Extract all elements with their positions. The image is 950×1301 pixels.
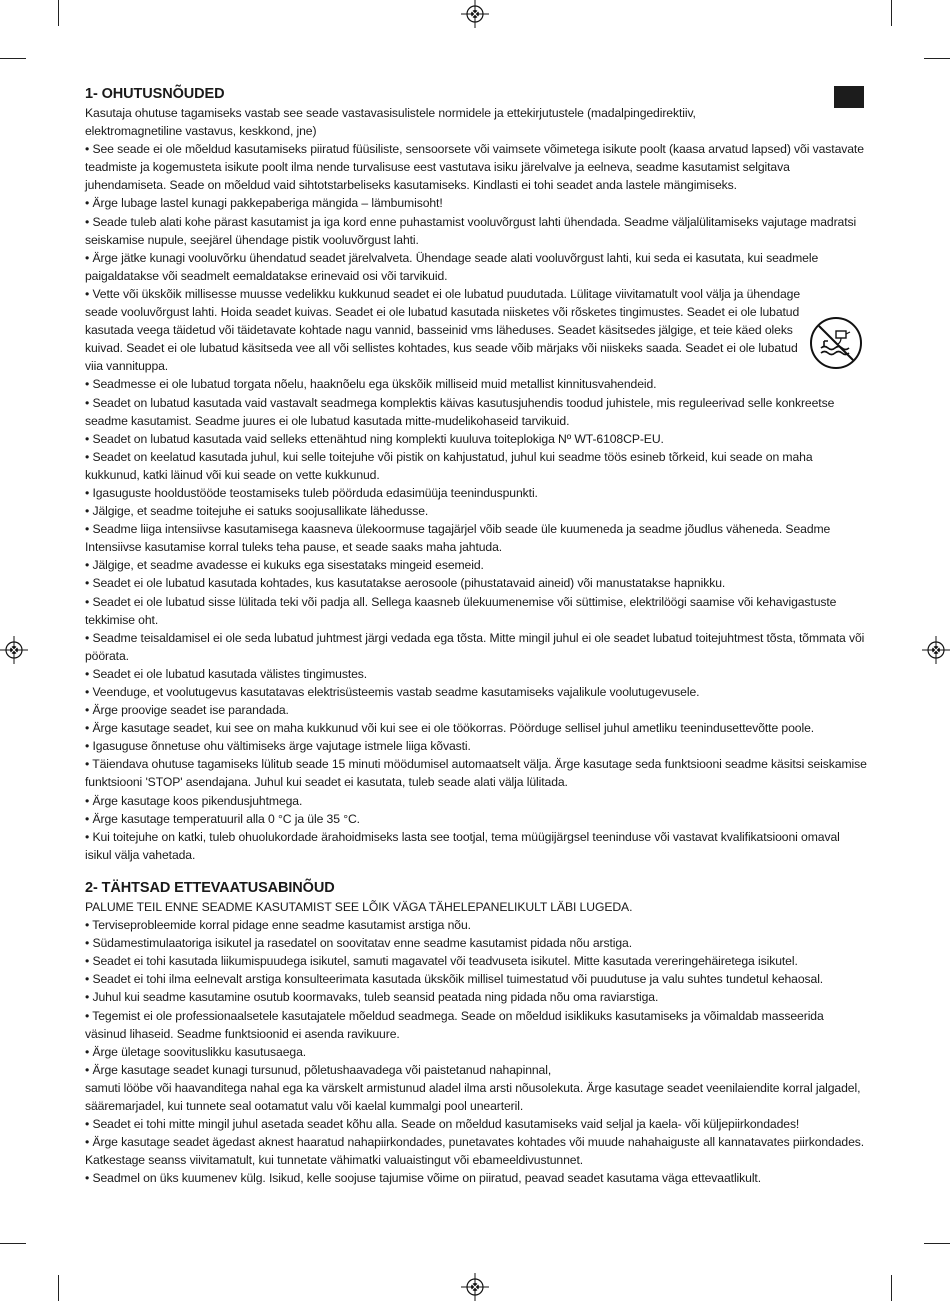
list-item: • Ärge lubage lastel kunagi pakkepaberiga mängida – lämbumisoht! [85, 196, 443, 211]
section-title: 1- OHUTUSNÕUDED [85, 86, 225, 102]
list-item: samuti lööbe või haavanditega nahal ega ka värskelt armistunud aladel ilma arsti nõusolekuta. Ärge kasutage seadet veenilaiendite korral jalgadel, sääremarjadel, kui tunnete seal ootamatut valu või kaelal kummalgi pool unearteril. [85, 1080, 861, 1113]
section-intro: PALUME TEIL ENNE SEADME KASUTAMIST SEE LÕIK VÄGA TÄHELEPANELIKULT LÄBI LUGEDA. [85, 899, 633, 914]
list-item: • Ärge kasutage seadet kunagi tursunud, põletushaavadega või paistetanud nahapinnal, [85, 1062, 552, 1077]
crop-mark-top-right-h [924, 58, 950, 59]
list-item: • Ärge jätke kunagi vooluvõrku ühendatud seadet järelvalveta. Ühendage seade alati vooluvõrgust lahti, kui seda ei kasutata, kui seadmele paigaldatakse või seadmelt eemaldatakse erinevaid osi või tarvikuid. [85, 250, 819, 283]
list-item: • Ärge kasutage seadet ägedast aknest haaratud nahapiirkondades, punetavates kohtades või muude nahahaiguste all kannatavates piirkondades. Katkestage seanss viivitamatult, kui tunnetate vähimatki valuaistingut või ebameeldivustunnet. [85, 1135, 865, 1168]
list-item: • Seadet on keelatud kasutada juhul, kui selle toitejuhe või pistik on kahjustatud, juhul kui seadme töös esineb tõrkeid, kui seade on maha kukkunud, katki läinud või kui seade on vette kukkunud. [85, 449, 813, 482]
crop-mark-bottom-right-h [924, 1243, 950, 1244]
list-item: • Seadet on lubatud kasutada vaid vastavalt seadmega komplektis käivas kasutusjuhendis toodud juhistele, mis reguleerivad selle konkreetse seadme kasutamist. Seadme juures ei ole lubatud kasutada mitte-mudelikohaseid tarvikuid. [85, 395, 835, 428]
list-item: • Juhul kui seadme kasutamine osutub koormavaks, tuleb seansid peatada ning pidada nõu oma raviarstiga. [85, 990, 659, 1005]
section-title: 2- TÄHTSAD ETTEVAATUSABINÕUD [85, 879, 335, 896]
list-item: • Tegemist ei ole professionaalsetele kasutajatele mõeldud seadmega. Seade on mõeldud isiklikuks kasutamiseks ja võimaldab masseerida väsinud lihaseid. Seadme funktsioonid ei asenda ravikuure. [85, 1008, 824, 1041]
registration-mark-top [461, 0, 489, 28]
list-item: • Ärge proovige seadet ise parandada. [85, 703, 289, 718]
section-intro: Kasutaja ohutuse tagamiseks vastab see seade vastavasisulistele normidele ja ettekirjutustele (madalpingedirektiiv, elektromagnetiline vastavus, keskkond, jne) [85, 106, 696, 139]
crop-mark-top-left [58, 0, 59, 26]
list-item: • Seadet ei tohi mitte mingil juhul asetada seadet kõhu alla. Seade on mõeldud kasutamiseks vaid seljal ja kaela- või küljepiirkondades! [85, 1117, 800, 1132]
crop-mark-bottom-right [891, 1275, 892, 1301]
list-item: • Seadme teisaldamisel ei ole seda lubatud juhtmest järgi vedada ega tõsta. Mitte mingil juhul ei ole seadet lubatud toitejuhtmest tõsta, tõmmata või pöörata. [85, 630, 865, 663]
list-item: • See seade ei ole mõeldud kasutamiseks piiratud füüsiliste, sensoorsete või vaimsete võimetega isikute poolt (kaasa arvatud lapsed) või vastavate teadmiste ja kogemusteta isikute poolt ilma nende turvalisuse eest vastutava isiku järelvalve ja eelneva, seadme kasutamist selgitava juhendamiseta. Seade on mõeldud vaid sihtotstarbeliseks kasutamiseks. Kindlasti ei tohi seadet anda lastele mängimiseks. [85, 142, 864, 193]
list-item: • Seadmesse ei ole lubatud torgata nõelu, haaknõelu ega ükskõik milliseid muid metallist kinnitusvahendeid. [85, 377, 657, 392]
section-important-precautions [85, 878, 867, 1188]
registration-mark-right [922, 636, 950, 664]
list-item: • Seade tuleb alati kohe pärast kasutamist ja iga kord enne puhastamist vooluvõrgust lahti ühendada. Seadme väljalülitamiseks vajutage madratsi seiskamise nupule, seejärel ühendage pistik vooluvõrgust lahti. [85, 214, 857, 247]
list-item: • Seadet ei tohi ilma eelnevalt arstiga konsulteerimata kasutada ükskõik millisel tuimestatud või puudutuse ja valu suhtes tundetul kehaosal. [85, 972, 824, 987]
list-item: • Terviseprobleemide korral pidage enne seadme kasutamist arstiga nõu. [85, 918, 471, 933]
manual-content [85, 84, 867, 1187]
list-item: • Ärge ületage soovituslikku kasutusaega. [85, 1044, 307, 1059]
list-item: • Seadmel on üks kuumenev külg. Isikud, kelle soojuse tajumise võime on piiratud, peavad seadet kasutama väga ettevaatlikult. [85, 1171, 762, 1186]
list-item: • Ärge kasutage temperatuuril alla 0 °C ja üle 35 °C. [85, 811, 360, 826]
registration-mark-left [0, 636, 28, 664]
list-item: • Seadet ei ole lubatud sisse lülitada teki või padja all. Sellega kaasneb ülekuumenemise või süttimise, elektrilöögi saamise või kehavigastuste tekkimise oht. [85, 594, 837, 627]
list-item: • Vette või ükskõik millisesse muusse vedelikku kukkunud seadet ei ole lubatud puudutada. Lülitage viivitamatult vool välja ja ühendage seade vooluvõrgust lahti. Hoida seadet kuivas. Seadet ei ole lubatud kasutada niisketes või rõsketes tingimustes. Seadet ei ole lubatud kasutada veega täidetud või täidetavate kohtade nagu vannid, basseinid vms läheduses. Seadet käsitsedes jälgige, et teie käed oleks kuivad. Seadet ei ole lubatud käsitseda vee all või sellistes kohtades, kus seade võib märjaks või niiskeks saada. Seadet ei ole lubatud viia vannituppa. [85, 286, 801, 374]
list-item: • Täiendava ohutuse tagamiseks lülitub seade 15 minuti möödumisel automaatselt välja. Ärge kasutage seda funktsiooni seadme käsitsi seiskamise funktsiooni 'STOP' asendajana. Juhul kui seadet ei kasutata, tuleb seade alati välja lülitada. [85, 757, 867, 790]
list-item: • Ärge kasutage koos pikendusjuhtmega. [85, 793, 303, 808]
list-item: • Jälgige, et seadme avadesse ei kukuks ega sisestataks mingeid esemeid. [85, 558, 484, 573]
list-item: • Seadet ei ole lubatud kasutada kohtades, kus kasutatakse aerosoole (pihustatavaid aineid) või manustatakse hapnikku. [85, 576, 726, 591]
list-item: • Seadet ei tohi kasutada liikumispuudega isikutel, samuti magavatel või teadvuseta isikutel. Mitte kasutada vereringehäiretega isikutel. [85, 954, 798, 969]
section-safety-requirements [85, 84, 867, 864]
list-item: • Igasuguste hooldustööde teostamiseks tuleb pöörduda edasimüüja teeninduspunkti. [85, 485, 538, 500]
list-item: • Jälgige, et seadme toitejuhe ei satuks soojusallikate lähedusse. [85, 504, 429, 519]
list-item: • Seadet ei ole lubatud kasutada välistes tingimustes. [85, 666, 368, 681]
list-item: • Veenduge, et voolutugevus kasutatavas elektrisüsteemis vastab seadme kasutamiseks vajalikule voolutugevusele. [85, 685, 700, 699]
list-item: • Seadme liiga intensiivse kasutamisega kaasneva ülekoormuse tagajärjel võib seade üle kuumeneda ja seadme jõudlus väheneda. Seadme Intensiivse kasutamise korral tuleks teha pause, et seade saaks maha jahtuda. [85, 522, 831, 555]
list-item: • Seadet on lubatud kasutada vaid selleks ettenähtud ning komplekti kuuluva toiteplokiga Nº WT-6108CP-EU. [85, 431, 664, 446]
list-item: • Ärge kasutage seadet, kui see on maha kukkunud või kui see ei ole töökorras. Pöörduge sellisel juhul ametliku teenindusettevõtte poole. [85, 721, 815, 736]
crop-mark-top-right [891, 0, 892, 26]
crop-mark-top-left-h [0, 58, 26, 59]
crop-mark-bottom-left-h [0, 1243, 26, 1244]
registration-mark-bottom [461, 1273, 489, 1301]
list-item: • Südamestimulaatoriga isikutel ja rasedatel on soovitatav enne seadme kasutamist pidada nõu arstiga. [85, 936, 632, 951]
list-item: • Kui toitejuhe on katki, tuleb ohuolukordade ärahoidmiseks lasta see tootjal, tema müügijärgsel teeninduse või vastavat kvalifikatsiooni omaval isikul välja vahetada. [85, 829, 840, 862]
crop-mark-bottom-left [58, 1275, 59, 1301]
list-item: • Igasuguse õnnetuse ohu vältimiseks ärge vajutage istmele liiga kõvasti. [85, 739, 471, 754]
